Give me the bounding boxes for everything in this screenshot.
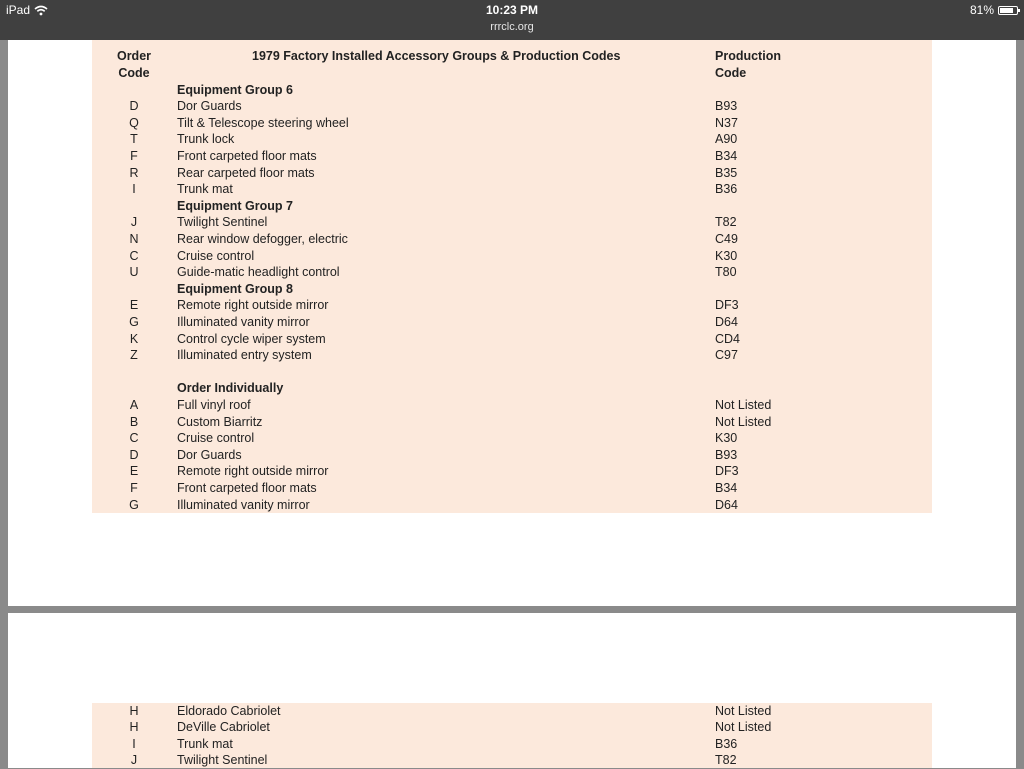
- accessory-table-continued: [92, 703, 932, 768]
- table-row: [92, 752, 932, 769]
- description-cell: Remote right outside mirror: [177, 298, 329, 313]
- description-cell: Tilt & Telescope steering wheel: [177, 115, 349, 130]
- production-code-cell: T82: [715, 215, 737, 230]
- order-code-cell: D: [129, 447, 139, 462]
- table-row: [92, 347, 932, 364]
- description-cell: Control cycle wiper system: [177, 331, 326, 346]
- production-code-cell: D64: [715, 314, 738, 329]
- order-code-cell: B: [129, 414, 139, 429]
- order-code-cell: K: [129, 331, 139, 346]
- description-cell: Cruise control: [177, 248, 255, 263]
- production-code-cell: B35: [715, 165, 738, 180]
- order-code-cell: Z: [130, 348, 138, 363]
- table-row: [92, 264, 932, 281]
- production-code-header-line2: Code: [715, 66, 747, 80]
- description-cell: Twilight Sentinel: [177, 215, 268, 230]
- description-cell: Trunk mat: [177, 736, 233, 751]
- order-code-cell: I: [132, 182, 136, 197]
- order-code-cell: J: [130, 215, 138, 230]
- description-cell: Full vinyl roof: [177, 397, 251, 412]
- order-code-cell: C: [129, 248, 139, 263]
- production-code-cell: Not Listed: [715, 703, 772, 718]
- order-code-cell: H: [129, 720, 139, 735]
- production-code-cell: B34: [715, 480, 738, 495]
- production-code-cell: T80: [715, 265, 737, 280]
- production-code-cell: B93: [715, 447, 738, 462]
- description-cell: Rear carpeted floor mats: [177, 165, 315, 180]
- description-cell: Dor Guards: [177, 99, 242, 114]
- device-name: iPad: [6, 3, 31, 17]
- production-code-header: [715, 48, 781, 82]
- table-row: [92, 331, 932, 348]
- production-code-cell: Not Listed: [715, 414, 772, 429]
- table-row: [92, 397, 932, 414]
- production-code-cell: B93: [715, 99, 738, 114]
- table-row: [92, 98, 932, 115]
- production-code-cell: Not Listed: [715, 397, 772, 412]
- table-row: [92, 447, 932, 464]
- status-bar: [0, 0, 1024, 40]
- description-cell: Dor Guards: [177, 447, 242, 462]
- table-title: 1979 Factory Installed Accessory Groups & Production Codes: [252, 49, 621, 63]
- production-code-header-line1: Production: [715, 49, 781, 63]
- order-code-cell: D: [129, 99, 139, 114]
- order-code-cell: A: [129, 397, 139, 412]
- description-cell: Illuminated vanity mirror: [177, 497, 310, 512]
- production-code-cell: C49: [715, 231, 738, 246]
- table-row: [92, 719, 932, 736]
- description-cell: Guide-matic headlight control: [177, 265, 340, 280]
- production-code-cell: CD4: [715, 331, 741, 346]
- description-cell: Equipment Group 7: [177, 198, 293, 213]
- table-row: [92, 497, 932, 514]
- order-code-header-line2: Code: [118, 66, 150, 80]
- table-row: [92, 148, 932, 165]
- table-row: [92, 181, 932, 198]
- order-code-cell: N: [129, 231, 139, 246]
- production-code-cell: DF3: [715, 298, 739, 313]
- description-cell: Trunk lock: [177, 132, 235, 147]
- accessory-table: [92, 40, 932, 513]
- battery-percent: 81%: [969, 3, 994, 17]
- production-code-cell: B34: [715, 148, 738, 163]
- production-code-cell: C97: [715, 348, 738, 363]
- address-url[interactable]: rrrclc.org: [490, 21, 534, 33]
- table-row: [92, 736, 932, 753]
- order-code-cell: Q: [129, 115, 139, 130]
- order-code-cell: H: [129, 703, 139, 718]
- table-row: [92, 430, 932, 447]
- description-cell: Custom Biarritz: [177, 414, 263, 429]
- order-code-cell: R: [129, 165, 139, 180]
- description-cell: Remote right outside mirror: [177, 464, 329, 479]
- description-cell: Trunk mat: [177, 182, 233, 197]
- description-cell: Front carpeted floor mats: [177, 148, 317, 163]
- status-right: [970, 3, 1018, 17]
- document-page-2: [8, 613, 1016, 768]
- table-row: [92, 463, 932, 480]
- group-header-row: [92, 281, 932, 298]
- group-header-row: [92, 82, 932, 99]
- order-code-header-line1: Order: [116, 49, 152, 63]
- table-row: [92, 115, 932, 132]
- group-header-row: [92, 380, 932, 397]
- description-cell: Eldorado Cabriolet: [177, 703, 281, 718]
- description-cell: DeVille Cabriolet: [177, 720, 270, 735]
- description-cell: Order Individually: [177, 381, 284, 396]
- production-code-cell: Not Listed: [715, 720, 772, 735]
- production-code-cell: K30: [715, 431, 738, 446]
- production-code-cell: K30: [715, 248, 738, 263]
- production-code-cell: B36: [715, 182, 738, 197]
- description-cell: Cruise control: [177, 431, 255, 446]
- description-cell: Rear window defogger, electric: [177, 231, 348, 246]
- order-code-cell: I: [132, 736, 136, 751]
- table-row: [92, 480, 932, 497]
- order-code-cell: U: [129, 265, 139, 280]
- description-cell: Front carpeted floor mats: [177, 480, 317, 495]
- description-cell: Equipment Group 6: [177, 82, 293, 97]
- battery-level: [1000, 8, 1013, 13]
- description-cell: Illuminated entry system: [177, 348, 312, 363]
- production-code-cell: B36: [715, 736, 738, 751]
- document-page-1: [8, 40, 1016, 606]
- table-row: [92, 231, 932, 248]
- order-code-cell: E: [129, 298, 139, 313]
- description-cell: Illuminated vanity mirror: [177, 314, 310, 329]
- group-header-row: [92, 198, 932, 215]
- production-code-cell: DF3: [715, 464, 739, 479]
- table-row: [92, 297, 932, 314]
- order-code-cell: C: [129, 431, 139, 446]
- battery-icon: [998, 6, 1018, 15]
- order-code-cell: E: [129, 464, 139, 479]
- order-code-cell: J: [130, 753, 138, 768]
- table-row: [92, 364, 932, 381]
- clock: 10:23 PM: [485, 3, 539, 17]
- table-row: [92, 165, 932, 182]
- table-row: [92, 248, 932, 265]
- production-code-cell: D64: [715, 497, 738, 512]
- order-code-cell: T: [130, 132, 138, 147]
- table-row: [92, 314, 932, 331]
- production-code-cell: T82: [715, 753, 737, 768]
- table-row: [92, 703, 932, 720]
- order-code-cell: G: [129, 497, 139, 512]
- table-row: [92, 214, 932, 231]
- order-code-cell: F: [130, 480, 138, 495]
- order-code-cell: F: [130, 148, 138, 163]
- table-row: [92, 414, 932, 431]
- production-code-cell: N37: [715, 115, 738, 130]
- order-code-cell: G: [129, 314, 139, 329]
- production-code-cell: A90: [715, 132, 738, 147]
- description-cell: Twilight Sentinel: [177, 753, 268, 768]
- description-cell: Equipment Group 8: [177, 281, 293, 296]
- table-row: [92, 131, 932, 148]
- order-code-header: [112, 48, 156, 82]
